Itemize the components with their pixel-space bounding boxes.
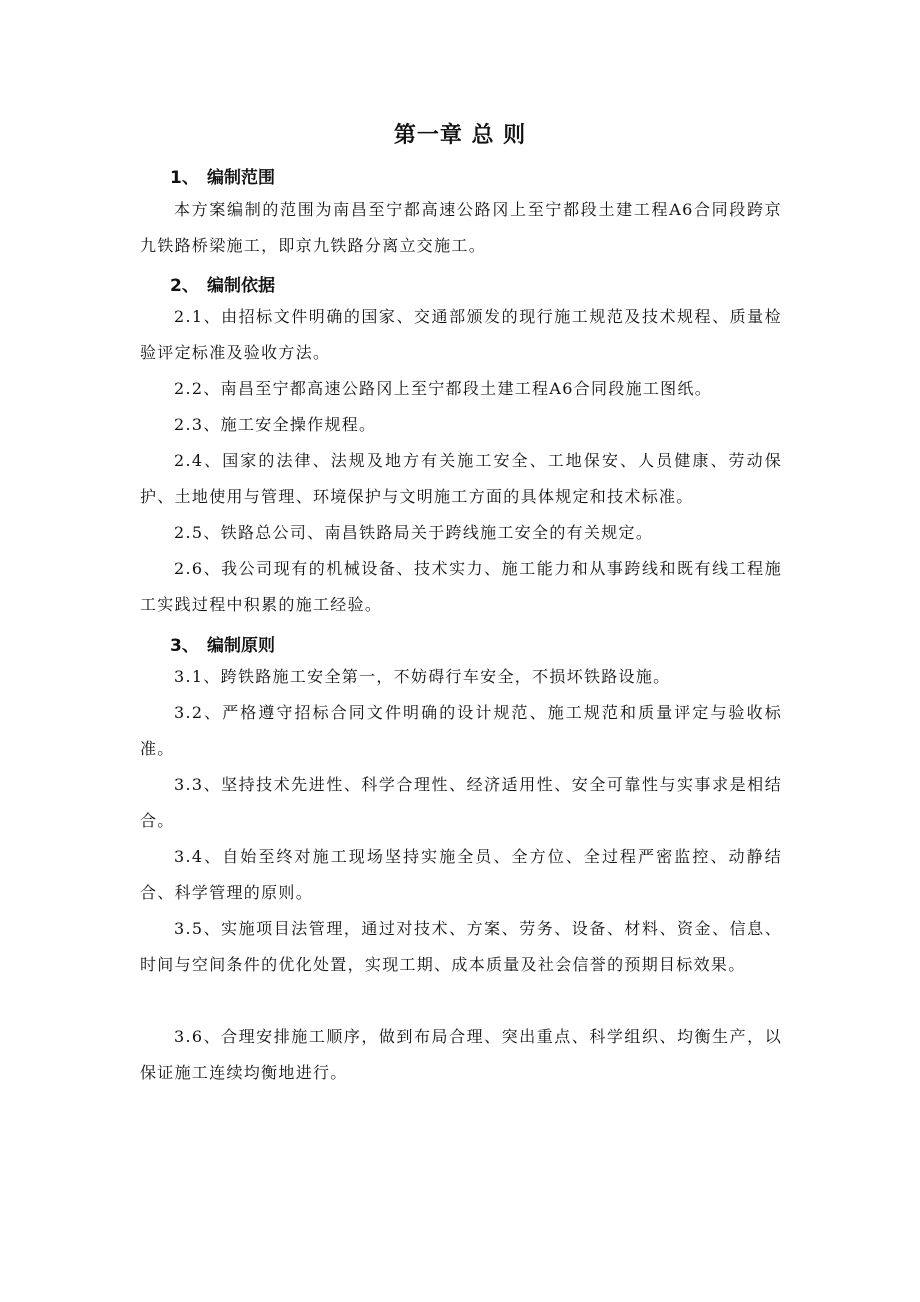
paragraph: 2.2、南昌至宁都高速公路冈上至宁都段土建工程A6合同段施工图纸。 [174,379,713,398]
paragraph: 3.4、自始至终对施工现场坚持实施全员、全方位、全过程严密监控、动静结合、科学管理的原则。 [140,847,782,902]
paragraph: 3.1、跨铁路施工安全第一，不妨碍行车安全，不损坏铁路设施。 [174,667,671,686]
section-title: 编制范围 [207,168,275,188]
section-heading [170,272,275,300]
paragraph: 2.6、我公司现有的机械设备、技术实力、施工能力和从事跨线和既有线工程施工实践过程中积累的施工经验。 [140,559,782,614]
section-title: 编制原则 [207,636,275,656]
paragraph: 2.3、施工安全操作规程。 [174,415,377,434]
paragraph: 3.3、坚持技术先进性、科学合理性、经济适用性、安全可靠性与实事求是相结合。 [140,775,782,830]
paragraph: 3.5、实施项目法管理，通过对技术、方案、劳务、设备、材料、资金、信息、时间与空间条件的优化处置，实现工期、成本质量及社会信誉的预期目标效果。 [140,919,782,974]
paragraph: 2.1、由招标文件明确的国家、交通部颁发的现行施工规范及技术规程、质量检验评定标准及验收方法。 [140,307,782,362]
section-heading [170,632,275,660]
section-heading [170,164,275,192]
paragraph: 本方案编制的范围为南昌至宁都高速公路冈上至宁都段土建工程A6合同段跨京九铁路桥梁施工，即京九铁路分离立交施工。 [140,200,782,255]
section-number: 2、 [170,276,199,296]
paragraph: 3.6、合理安排施工顺序，做到布局合理、突出重点、科学组织、均衡生产，以保证施工连续均衡地进行。 [140,1027,782,1082]
section-title: 编制依据 [207,276,275,296]
section-number: 1、 [170,168,199,188]
paragraph: 2.4、国家的法律、法规及地方有关施工安全、工地保安、人员健康、劳动保护、土地使用与管理、环境保护与文明施工方面的具体规定和技术标准。 [140,451,782,506]
section-number: 3、 [170,636,199,656]
chapter-title: 第一章 总 则 [393,123,527,148]
paragraph: 3.2、严格遵守招标合同文件明确的设计规范、施工规范和质量评定与验收标准。 [140,703,782,758]
paragraph: 2.5、铁路总公司、南昌铁路局关于跨线施工安全的有关规定。 [174,523,654,542]
